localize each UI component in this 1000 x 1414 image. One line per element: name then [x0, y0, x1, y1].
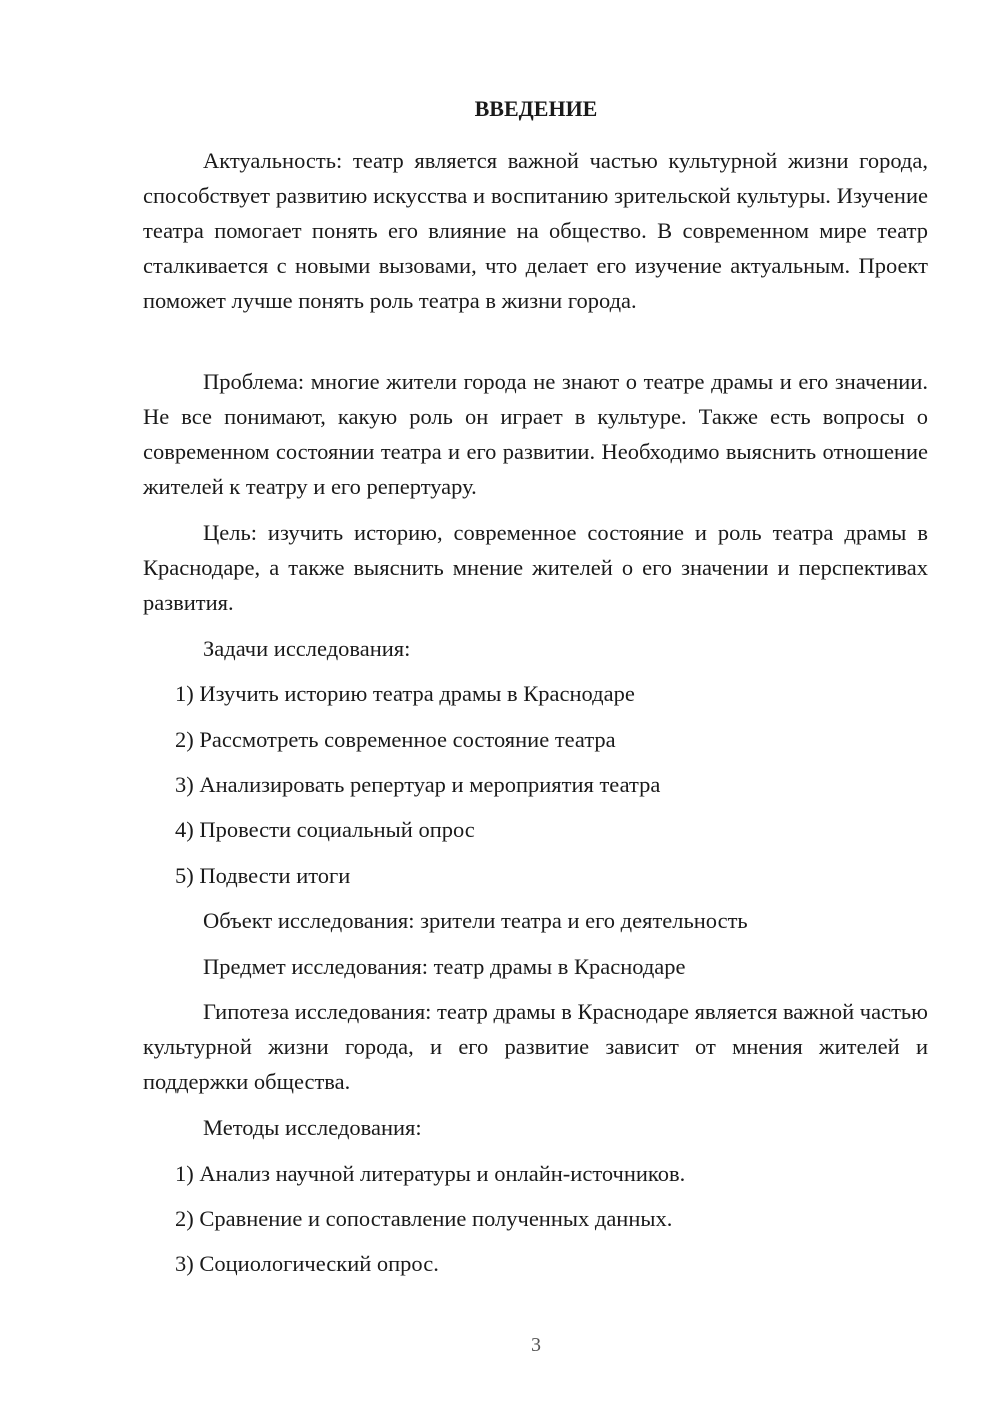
goal-paragraph: Цель: изучить историю, современное состояние и роль театра драмы в Краснодаре, а также выяснить мнение жителей о его значении и перспективах развития.	[143, 520, 928, 615]
methods-title: Методы исследования:	[203, 1115, 422, 1140]
page-number: 3	[531, 1334, 541, 1356]
problem-paragraph: Проблема: многие жители города не знают о театре драмы и его значении. Не все понимают, какую роль он играет в культуре. Также есть вопросы о современном состоянии театра и его развитии. Необходимо выяснить отношение жителей к театру и его репертуару.	[143, 369, 928, 499]
tasks-title: Задачи исследования:	[203, 636, 411, 661]
task-item: 5) Подвести итоги	[175, 863, 351, 888]
object-line: Объект исследования: зрители театра и его деятельность	[203, 908, 748, 933]
method-item: 2) Сравнение и сопоставление полученных данных.	[175, 1206, 673, 1231]
relevance-paragraph: Актуальность: театр является важной частью культурной жизни города, способствует развитию искусства и воспитанию зрительской культуры. Изучение театра помогает понять его влияние на общество. В современном мире театр сталкивается с новыми вызовами, что делает его изучение актуальным. Проект поможет лучше понять роль театра в жизни города.	[143, 148, 928, 313]
task-item: 1) Изучить историю театра драмы в Краснодаре	[175, 681, 635, 706]
task-item: 3) Анализировать репертуар и мероприятия театра	[175, 772, 661, 797]
method-item: 3) Социологический опрос.	[175, 1251, 439, 1276]
method-item: 1) Анализ научной литературы и онлайн-источников.	[175, 1161, 686, 1186]
subject-line: Предмет исследования: театр драмы в Краснодаре	[203, 954, 686, 979]
hypothesis-paragraph: Гипотеза исследования: театр драмы в Краснодаре является важной частью культурной жизни города, и его развитие зависит от мнения жителей и поддержки общества.	[143, 999, 928, 1094]
page-title: ВВЕДЕНИЕ	[474, 96, 598, 121]
task-item: 4) Провести социальный опрос	[175, 817, 475, 842]
task-item: 2) Рассмотреть современное состояние театра	[175, 727, 616, 752]
